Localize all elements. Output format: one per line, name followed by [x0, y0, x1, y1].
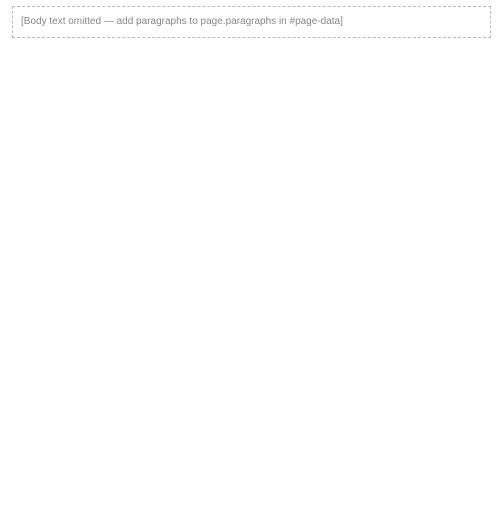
text-placeholder: [Body text omitted — add paragraphs to page.paragraphs in #page-data]	[12, 6, 491, 38]
page-body-text	[12, 6, 491, 38]
